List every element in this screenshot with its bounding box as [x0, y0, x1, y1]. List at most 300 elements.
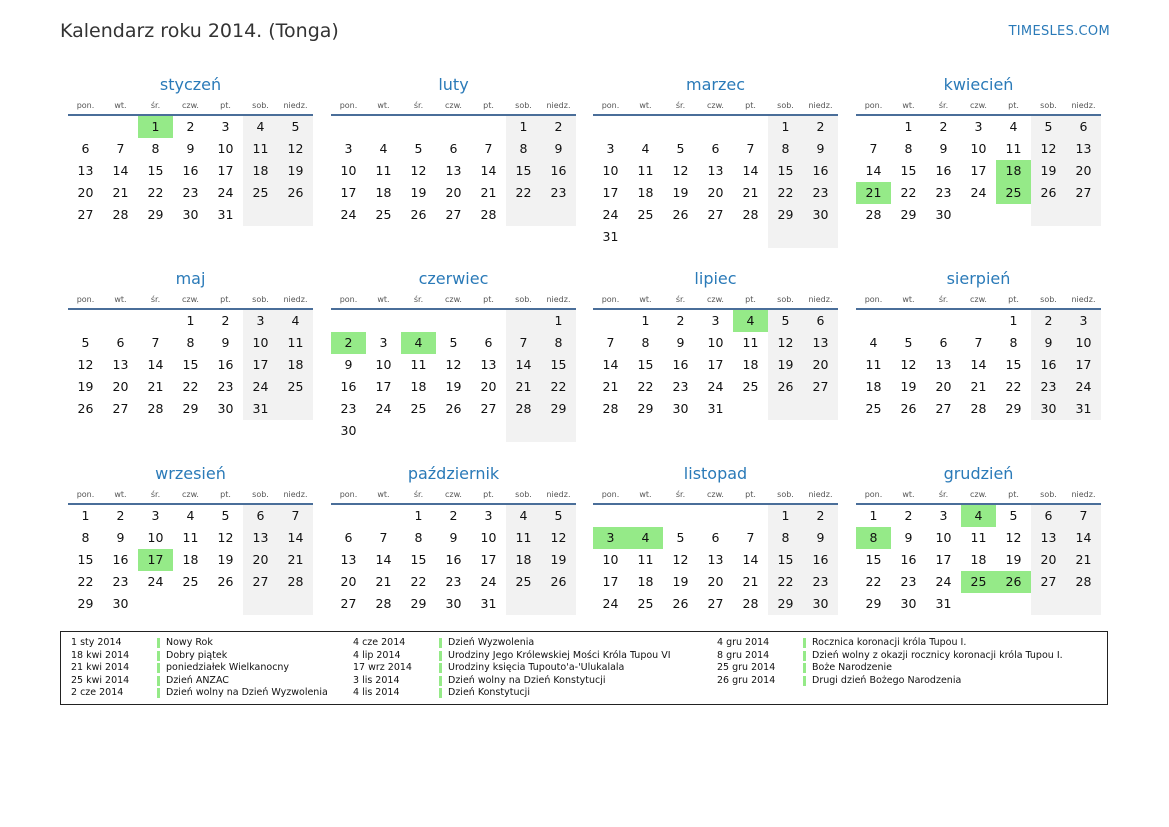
day-cell: 6: [243, 505, 278, 527]
month-name: marzec: [685, 75, 745, 94]
day-cell: 29: [637, 401, 654, 416]
day-cell: 18: [996, 160, 1031, 182]
day-cell: 30: [803, 204, 838, 226]
day-cell: 23: [182, 185, 199, 200]
week-row: [68, 549, 313, 571]
day-cell: 2: [541, 116, 576, 138]
holiday-name: Nowy Rok: [166, 637, 213, 648]
day-cell: 11: [970, 530, 987, 545]
day-cell: 15: [410, 552, 427, 567]
holiday-marker: [803, 676, 806, 686]
day-cell: 4: [641, 141, 650, 156]
holiday-marker: [157, 638, 160, 648]
day-cell: 3: [151, 508, 160, 523]
day-cell: 8: [414, 530, 423, 545]
day-cell: 26: [996, 571, 1031, 593]
weekday-label: sob.: [1040, 295, 1057, 304]
week-row: [68, 593, 313, 615]
week-row: [856, 138, 1101, 160]
day-cell: 31: [243, 398, 278, 420]
brand-link[interactable]: TIMESLES.COM: [1008, 24, 1110, 39]
weekday-label: śr.: [413, 101, 424, 110]
week-row: [68, 310, 313, 332]
day-cell: 23: [217, 379, 234, 394]
day-cell: 11: [865, 357, 882, 372]
empty-cell: [436, 116, 471, 138]
day-cell: 17: [1066, 354, 1101, 376]
holiday-name: Boże Narodzenie: [812, 662, 892, 673]
day-cell: 22: [541, 376, 576, 398]
legend-item: [71, 687, 328, 700]
holiday-date: 4 lip 2014: [353, 649, 401, 661]
day-cell: 2: [186, 119, 195, 134]
weekday-label: wt.: [114, 490, 127, 499]
weekday-label: śr.: [150, 101, 161, 110]
day-cell: 25: [865, 401, 882, 416]
weekday-header: [331, 294, 576, 306]
day-cell: 15: [865, 552, 882, 567]
day-cell: 3: [939, 508, 948, 523]
weekday-label: czw.: [182, 490, 199, 499]
weekday-label: pt.: [1008, 295, 1019, 304]
empty-cell: [471, 116, 506, 138]
weekday-label: czw.: [445, 490, 462, 499]
day-cell: 9: [541, 138, 576, 160]
day-cell: 13: [707, 163, 724, 178]
day-cell: 7: [606, 335, 615, 350]
day-cell: 24: [602, 207, 619, 222]
day-cell: 1: [138, 116, 173, 138]
day-cell: 21: [602, 379, 619, 394]
day-cell: 3: [593, 527, 628, 549]
month-name: czerwiec: [418, 269, 489, 288]
day-cell: 26: [77, 401, 94, 416]
day-cell: 3: [344, 141, 353, 156]
weekday-label: wt.: [114, 101, 127, 110]
day-cell: 10: [480, 530, 497, 545]
empty-cell: [628, 116, 663, 138]
empty-cell: [471, 420, 506, 442]
empty-cell: [698, 116, 733, 138]
day-cell: 24: [707, 379, 724, 394]
day-cell: 20: [243, 549, 278, 571]
day-cell: 11: [182, 530, 199, 545]
week-row: [68, 160, 313, 182]
legend-item: [353, 687, 671, 700]
day-cell: 19: [672, 185, 689, 200]
holiday-name: Dzień ANZAC: [166, 674, 229, 686]
day-cell: 11: [410, 357, 427, 372]
day-cell: 8: [641, 335, 650, 350]
weekday-label: pt.: [483, 295, 494, 304]
weekday-header: [856, 294, 1101, 306]
week-row: [856, 332, 1101, 354]
empty-cell: [138, 310, 173, 332]
weekday-header: [68, 294, 313, 306]
holiday-name: Rocznica koronacji króla Tupou I.: [812, 637, 967, 648]
weekday-label: pon.: [601, 295, 620, 304]
day-cell: 13: [1031, 527, 1066, 549]
weekday-label: śr.: [675, 101, 686, 110]
week-row: [331, 354, 576, 376]
day-cell: 29: [77, 596, 94, 611]
day-cell: 12: [900, 357, 917, 372]
day-cell: 3: [711, 313, 720, 328]
week-row: [331, 376, 576, 398]
day-cell: 17: [138, 549, 173, 571]
empty-cell: [663, 116, 698, 138]
day-cell: 28: [742, 596, 759, 611]
day-cell: 16: [112, 552, 129, 567]
week-row: [856, 505, 1101, 527]
week-row: [856, 593, 1101, 615]
day-cell: 23: [541, 182, 576, 204]
day-cell: 9: [221, 335, 230, 350]
month-name: kwiecień: [943, 75, 1014, 94]
weekday-label: sob.: [777, 295, 794, 304]
empty-cell: [331, 505, 366, 527]
day-cell: 18: [865, 379, 882, 394]
day-cell: 28: [602, 401, 619, 416]
day-cell: 20: [112, 379, 129, 394]
day-cell: 22: [865, 574, 882, 589]
week-row: [593, 354, 838, 376]
day-cell: 27: [707, 596, 724, 611]
weekday-label: czw.: [970, 101, 987, 110]
day-cell: 25: [961, 571, 996, 593]
day-cell: 13: [707, 552, 724, 567]
month-name: maj: [175, 269, 206, 288]
holiday-name: Urodziny Jego Królewskiej Mości Króla Tupou VI: [448, 649, 671, 661]
holiday-marker: [157, 676, 160, 686]
day-cell: 16: [1031, 354, 1066, 376]
day-cell: 10: [970, 141, 987, 156]
month-block: [856, 268, 1101, 420]
day-cell: 6: [1031, 505, 1066, 527]
day-cell: 22: [1005, 379, 1022, 394]
weekday-label: pt.: [483, 101, 494, 110]
week-row: [68, 332, 313, 354]
empty-cell: [593, 116, 628, 138]
day-cell: 12: [217, 530, 234, 545]
empty-cell: [961, 593, 996, 615]
weekday-label: pon.: [339, 295, 358, 304]
day-cell: 11: [637, 163, 654, 178]
day-cell: 5: [676, 530, 685, 545]
month-name: listopad: [683, 464, 748, 483]
week-row: [331, 310, 576, 332]
week-row: [331, 332, 576, 354]
holiday-name: Dobry piątek: [166, 649, 228, 661]
weekday-header: [68, 489, 313, 501]
week-row: [68, 398, 313, 420]
day-cell: 25: [278, 376, 313, 398]
day-cell: 1: [414, 508, 423, 523]
day-cell: 29: [182, 401, 199, 416]
day-cell: 23: [803, 571, 838, 593]
day-cell: 15: [768, 549, 803, 571]
weekday-label: niedz.: [1071, 295, 1096, 304]
day-cell: 5: [904, 335, 913, 350]
day-cell: 19: [278, 160, 313, 182]
weekday-label: czw.: [970, 295, 987, 304]
day-cell: 2: [449, 508, 458, 523]
day-cell: 28: [480, 207, 497, 222]
month-name: październik: [407, 464, 500, 483]
day-cell: 4: [278, 310, 313, 332]
week-row: [593, 593, 838, 615]
day-cell: 3: [606, 141, 615, 156]
day-cell: 29: [865, 596, 882, 611]
day-cell: 7: [484, 141, 493, 156]
day-cell: 7: [869, 141, 878, 156]
day-cell: 19: [1005, 552, 1022, 567]
day-cell: 23: [672, 379, 689, 394]
day-cell: 7: [1066, 505, 1101, 527]
day-cell: 10: [1066, 332, 1101, 354]
month-block: [856, 463, 1101, 615]
legend-item: [717, 662, 1063, 675]
day-cell: 23: [803, 182, 838, 204]
empty-cell: [243, 204, 278, 226]
day-cell: 9: [803, 138, 838, 160]
day-cell: 17: [602, 185, 619, 200]
week-row: [331, 398, 576, 420]
day-cell: 9: [803, 527, 838, 549]
day-cell: 12: [278, 138, 313, 160]
day-cell: 8: [904, 141, 913, 156]
day-cell: 6: [449, 141, 458, 156]
day-cell: 14: [742, 552, 759, 567]
holiday-marker: [157, 663, 160, 673]
day-cell: 23: [445, 574, 462, 589]
day-cell: 13: [243, 527, 278, 549]
week-row: [856, 204, 1101, 226]
empty-cell: [663, 226, 698, 248]
day-cell: 18: [742, 357, 759, 372]
day-cell: 18: [278, 354, 313, 376]
day-cell: 4: [733, 310, 768, 332]
day-cell: 8: [81, 530, 90, 545]
day-cell: 4: [628, 527, 663, 549]
day-cell: 9: [186, 141, 195, 156]
day-cell: 2: [331, 332, 366, 354]
empty-cell: [768, 226, 803, 248]
day-cell: 18: [637, 185, 654, 200]
weekday-label: wt.: [902, 101, 915, 110]
day-cell: 8: [768, 138, 803, 160]
week-row: [68, 505, 313, 527]
day-cell: 5: [81, 335, 90, 350]
day-cell: 2: [116, 508, 125, 523]
day-cell: 4: [961, 505, 996, 527]
day-cell: 15: [768, 160, 803, 182]
day-cell: 15: [541, 354, 576, 376]
day-cell: 5: [414, 141, 423, 156]
day-cell: 8: [1009, 335, 1018, 350]
empty-cell: [961, 204, 996, 226]
week-row: [856, 549, 1101, 571]
day-cell: 24: [217, 185, 234, 200]
day-cell: 1: [506, 116, 541, 138]
day-cell: 4: [243, 116, 278, 138]
weekday-header: [593, 489, 838, 501]
day-cell: 1: [869, 508, 878, 523]
empty-cell: [103, 116, 138, 138]
day-cell: 17: [970, 163, 987, 178]
day-cell: 28: [742, 207, 759, 222]
holiday-marker: [157, 688, 160, 698]
week-row: [331, 527, 576, 549]
legend-item: [353, 637, 671, 650]
legend-item: [717, 675, 1063, 688]
legend-item: [717, 637, 1063, 650]
day-cell: 9: [344, 357, 353, 372]
day-cell: 30: [182, 207, 199, 222]
week-row: [68, 376, 313, 398]
week-row: [856, 398, 1101, 420]
day-cell: 25: [375, 207, 392, 222]
weekday-label: pon.: [339, 490, 358, 499]
week-row: [593, 527, 838, 549]
day-cell: 24: [243, 376, 278, 398]
day-cell: 14: [742, 163, 759, 178]
day-cell: 29: [1005, 401, 1022, 416]
week-row: [593, 138, 838, 160]
day-cell: 4: [506, 505, 541, 527]
empty-cell: [208, 593, 243, 615]
day-cell: 21: [147, 379, 164, 394]
day-cell: 16: [803, 160, 838, 182]
empty-cell: [926, 310, 961, 332]
day-cell: 16: [340, 379, 357, 394]
empty-cell: [698, 505, 733, 527]
day-cell: 26: [541, 571, 576, 593]
weekday-label: niedz.: [283, 295, 308, 304]
empty-cell: [243, 593, 278, 615]
empty-cell: [541, 593, 576, 615]
day-cell: 17: [935, 552, 952, 567]
empty-cell: [436, 310, 471, 332]
day-cell: 27: [1031, 571, 1066, 593]
legend-item: [353, 662, 671, 675]
day-cell: 25: [996, 182, 1031, 204]
day-cell: 19: [900, 379, 917, 394]
legend-item: [717, 650, 1063, 663]
day-cell: 20: [1031, 549, 1066, 571]
legend-item: [353, 675, 671, 688]
day-cell: 25: [243, 182, 278, 204]
empty-cell: [68, 310, 103, 332]
day-cell: 10: [217, 141, 234, 156]
weekday-label: śr.: [150, 295, 161, 304]
empty-cell: [366, 310, 401, 332]
week-row: [593, 310, 838, 332]
day-cell: 8: [506, 138, 541, 160]
day-cell: 8: [151, 141, 160, 156]
day-cell: 21: [970, 379, 987, 394]
holiday-name: poniedziałek Wielkanocny: [166, 662, 290, 673]
day-cell: 27: [445, 207, 462, 222]
legend-item: [71, 650, 328, 663]
weekday-label: sob.: [252, 295, 269, 304]
weekday-label: pon.: [601, 490, 620, 499]
week-row: [593, 398, 838, 420]
day-cell: 4: [869, 335, 878, 350]
day-cell: 27: [1066, 182, 1101, 204]
day-cell: 19: [217, 552, 234, 567]
day-cell: 1: [186, 313, 195, 328]
empty-cell: [1031, 593, 1066, 615]
empty-cell: [366, 116, 401, 138]
holiday-date: 1 sty 2014: [71, 637, 122, 648]
weekday-label: śr.: [675, 490, 686, 499]
day-cell: 7: [506, 332, 541, 354]
day-cell: 26: [410, 207, 427, 222]
day-cell: 24: [970, 185, 987, 200]
day-cell: 8: [186, 335, 195, 350]
weekday-label: pon.: [864, 101, 883, 110]
day-cell: 22: [768, 571, 803, 593]
day-cell: 10: [935, 530, 952, 545]
weekday-label: sob.: [1040, 490, 1057, 499]
day-cell: 29: [768, 204, 803, 226]
day-cell: 13: [480, 357, 497, 372]
day-cell: 6: [344, 530, 353, 545]
empty-cell: [803, 226, 838, 248]
day-cell: 1: [641, 313, 650, 328]
day-cell: 19: [1031, 160, 1066, 182]
day-cell: 13: [803, 332, 838, 354]
day-cell: 28: [865, 207, 882, 222]
weekday-label: sob.: [515, 295, 532, 304]
day-cell: 14: [147, 357, 164, 372]
day-cell: 22: [77, 574, 94, 589]
week-row: [331, 204, 576, 226]
empty-cell: [506, 420, 541, 442]
month-name: grudzień: [943, 464, 1014, 483]
day-cell: 4: [379, 141, 388, 156]
day-cell: 16: [541, 160, 576, 182]
day-cell: 30: [935, 207, 952, 222]
day-cell: 3: [974, 119, 983, 134]
day-cell: 15: [506, 160, 541, 182]
holiday-date: 4 cze 2014: [353, 637, 406, 648]
day-cell: 27: [935, 401, 952, 416]
day-cell: 25: [742, 379, 759, 394]
weekday-header: [331, 489, 576, 501]
empty-cell: [278, 398, 313, 420]
week-row: [68, 354, 313, 376]
day-cell: 3: [1066, 310, 1101, 332]
weekday-label: czw.: [182, 295, 199, 304]
day-cell: 7: [151, 335, 160, 350]
month-name: sierpień: [946, 269, 1011, 288]
weekday-label: śr.: [938, 295, 949, 304]
day-cell: 26: [672, 596, 689, 611]
day-cell: 20: [1066, 160, 1101, 182]
day-cell: 12: [541, 527, 576, 549]
weekday-header: [331, 100, 576, 112]
weekday-label: pt.: [745, 101, 756, 110]
day-cell: 13: [340, 552, 357, 567]
month-name: styczeń: [159, 75, 222, 94]
weekday-label: śr.: [938, 490, 949, 499]
week-row: [856, 310, 1101, 332]
week-row: [331, 160, 576, 182]
month-block: [68, 268, 313, 420]
weekday-label: czw.: [445, 295, 462, 304]
